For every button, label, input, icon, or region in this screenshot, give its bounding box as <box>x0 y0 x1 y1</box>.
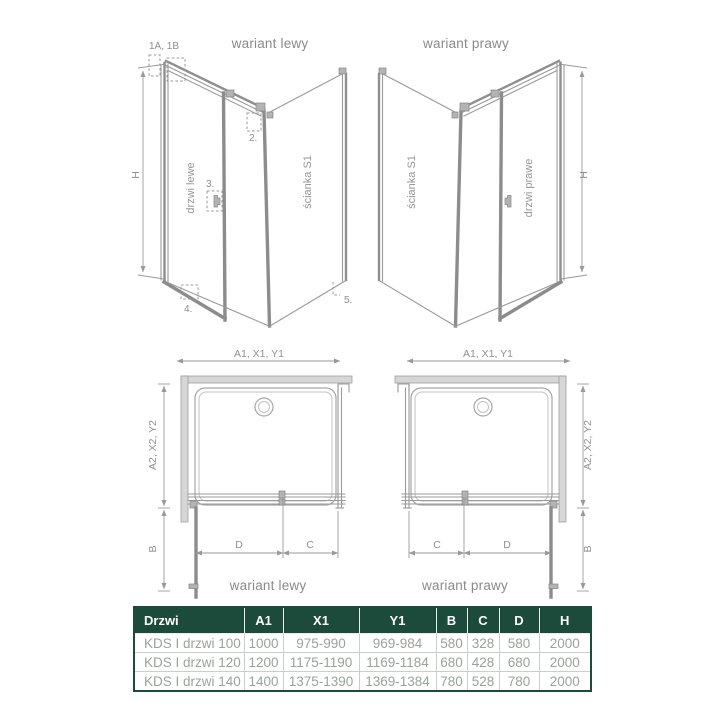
header-cell-b: B <box>436 607 467 634</box>
callout-1ab-label: 1A, 1B <box>149 41 180 52</box>
plan-left-caption: wariant lewy <box>229 578 307 593</box>
header-cell-x1: X1 <box>283 607 359 634</box>
door-left-label: drzwi lewe <box>185 162 197 214</box>
table-cell-model: KDS I drzwi 120 <box>134 653 244 672</box>
dim-a2-label: A2, X2, Y2 <box>147 419 159 471</box>
table-cell: 780 <box>436 672 467 692</box>
header-cell-a1: A1 <box>244 607 283 634</box>
table-cell: 1200 <box>244 653 283 672</box>
dim-a1-label: A1, X1, Y1 <box>462 348 514 360</box>
mirrored-art <box>395 361 589 597</box>
variant-right-title: wariant prawy <box>423 36 509 51</box>
dim-h-label: H <box>130 171 142 179</box>
table-cell: 428 <box>467 653 499 672</box>
dim-b-label: B <box>582 545 594 553</box>
table-cell: 1369-1384 <box>359 672 436 692</box>
top-dimension <box>177 348 340 361</box>
dim-a1-label: A1, X1, Y1 <box>233 348 285 360</box>
table-cell: 780 <box>499 672 539 692</box>
table-cell: 580 <box>436 634 467 653</box>
bottom-dimensions <box>196 498 338 558</box>
table-row <box>134 672 591 692</box>
plan-right-drawing <box>365 348 615 600</box>
side-dimensions <box>147 384 170 591</box>
plan-left-drawing <box>140 348 355 600</box>
callout-5-label: 5. <box>344 295 353 306</box>
wall-s1-label: ścianka S1 <box>302 155 314 209</box>
table-cell: 2000 <box>539 653 591 672</box>
door-panel-lines <box>161 61 273 326</box>
table-row <box>134 653 591 672</box>
table-cell: 2000 <box>539 672 591 692</box>
table-cell: 1375-1390 <box>283 672 359 692</box>
perspective-left-drawing <box>130 35 365 345</box>
callout-4-label: 4. <box>184 304 193 315</box>
dim-c-label: C <box>433 539 441 551</box>
door-right-label: drzwi prawe <box>523 158 535 218</box>
table-cell: 528 <box>467 672 499 692</box>
dim-d-label: D <box>235 539 243 551</box>
table-cell: 975-990 <box>283 634 359 653</box>
table-cell: 969-984 <box>359 634 436 653</box>
header-cell-c: C <box>467 607 499 634</box>
variant-left-title: wariant lewy <box>231 36 309 51</box>
header-cell-h: H <box>539 607 591 634</box>
table-cell-model: KDS I drzwi 100 <box>134 634 244 653</box>
dim-a2-label: A2, X2, Y2 <box>582 419 594 471</box>
table-cell: 1169-1184 <box>359 653 436 672</box>
perspective-right-drawing <box>360 35 595 345</box>
header-cell-y1: Y1 <box>359 607 436 634</box>
detail-callouts <box>149 41 352 315</box>
table-cell: 328 <box>467 634 499 653</box>
fixed-glass-plan <box>336 384 349 508</box>
open-door-plan <box>189 508 198 597</box>
header-cell-d: D <box>499 607 539 634</box>
header-cell-drzwi: Drzwi <box>134 607 244 634</box>
table-cell-model: KDS I drzwi 140 <box>134 672 244 692</box>
table-cell: 580 <box>499 634 539 653</box>
table-cell: 680 <box>436 653 467 672</box>
table-cell: 1175-1190 <box>283 653 359 672</box>
table-cell: 1000 <box>244 634 283 653</box>
dim-h-label: H <box>578 171 590 179</box>
dim-b-label: B <box>147 545 159 553</box>
table-header-row <box>134 607 591 634</box>
table-cell: 1400 <box>244 672 283 692</box>
dim-d-label: D <box>503 539 511 551</box>
table-cell: 680 <box>499 653 539 672</box>
callout-3-label: 3. <box>206 179 215 190</box>
table-row <box>134 634 591 653</box>
dimensions-table <box>133 606 592 692</box>
dim-c-label: C <box>306 539 314 551</box>
shower-tray <box>195 388 336 505</box>
drain-circle <box>255 398 273 416</box>
table-cell: 2000 <box>539 634 591 653</box>
wall-s1-label: ścianka S1 <box>406 155 418 209</box>
plan-right-caption: wariant prawy <box>422 578 508 593</box>
callout-2-label: 2. <box>249 133 258 144</box>
door-handle <box>214 196 220 208</box>
